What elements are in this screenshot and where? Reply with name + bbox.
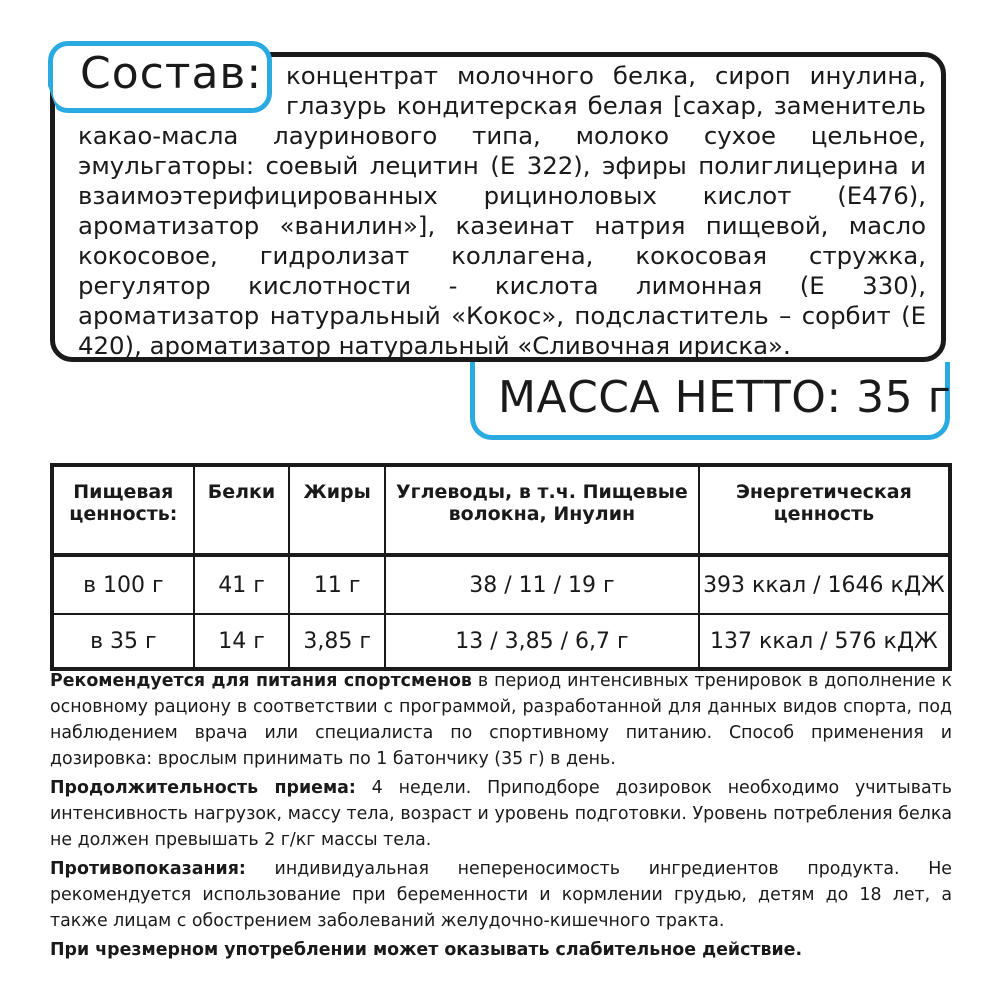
recommend-text: в период интенсивных тренировок в дополнение к основному рациону в соответствии с программой, разработанной для данных видов спорта, под наблюдением врача или специалиста по спортивному питанию. Способ применения и дозировка: врослым принимать по 1 батончику (35 г) в день. [50,671,952,769]
warning-text: При чрезмерном употреблении может оказывать слабительное действие. [50,940,803,960]
header-carbs: Углеводы, в т.ч. Пищевые волокна, Инулин [385,465,699,555]
net-mass: МАССА НЕТТО: 35 г [498,372,952,423]
composition-text: концентрат молочного белка, сироп инулина, глазурь кондитерская белая [сахар, заменитель какао-масла лауринового типа, молоко сухое цельное, эмульгаторы: соевый лецитин (Е 322), эфиры полиглицерина и взаимоэтерифицированных рициноловых кислот (Е476), ароматизатор «ванилин»], казеинат натрия пищевой, масло кокосовое, гидролизат коллагена, кокосовая стружка, регулятор кислотности - кислота лимонная (Е 330), ароматизатор натуральный «Кокос», подсластитель – сорбит (Е 420), ароматизатор натуральный «Сливочная ириска». [78,61,926,360]
contra-text: индивидуальная непереносимость ингредиентов продукта. Не рекомендуется использование при беременности и кормлении грудью, детям до 18 лет, а также лицам с обострением заболеваний желудочно-кишечного тракта. [50,859,952,931]
duration-text: 4 недели. Приподборе дозировок необходимо учитывать интенсивность нагрузок, массу тела, возраст и уровень подготовки. Уровень потребления белка не должен превышать 2 г/кг массы тела. [50,778,952,850]
nutrition-header-row [52,465,950,555]
recommend-title: Рекомендуется для питания спортсменов [50,671,472,691]
duration-title: Продолжительность приема: [50,778,356,798]
row-label: в 35 г [52,614,194,669]
row-label: в 100 г [52,555,194,614]
header-nutrition-value: Пищевая ценность: [52,465,194,555]
contra-title: Противопоказания: [50,859,246,879]
header-fat: Жиры [289,465,385,555]
warning-paragraph [50,937,952,963]
nutrition-table [50,463,952,671]
table-row [52,614,950,669]
fat-value: 3,85 г [289,614,385,669]
protein-value: 14 г [194,614,290,669]
carbs-value: 13 / 3,85 / 6,7 г [385,614,699,669]
header-energy: Энергетическая ценность [699,465,950,555]
duration-paragraph [50,775,952,853]
protein-value: 41 г [194,555,290,614]
energy-value: 393 ккал / 1646 кДЖ [699,555,950,614]
fat-value: 11 г [289,555,385,614]
contra-paragraph [50,856,952,934]
carbs-value: 38 / 11 / 19 г [385,555,699,614]
recommend-paragraph [50,668,952,772]
header-protein: Белки [194,465,290,555]
info-section [50,668,952,966]
composition-label: Состав: [80,48,263,99]
table-row [52,555,950,614]
energy-value: 137 ккал / 576 кДЖ [699,614,950,669]
